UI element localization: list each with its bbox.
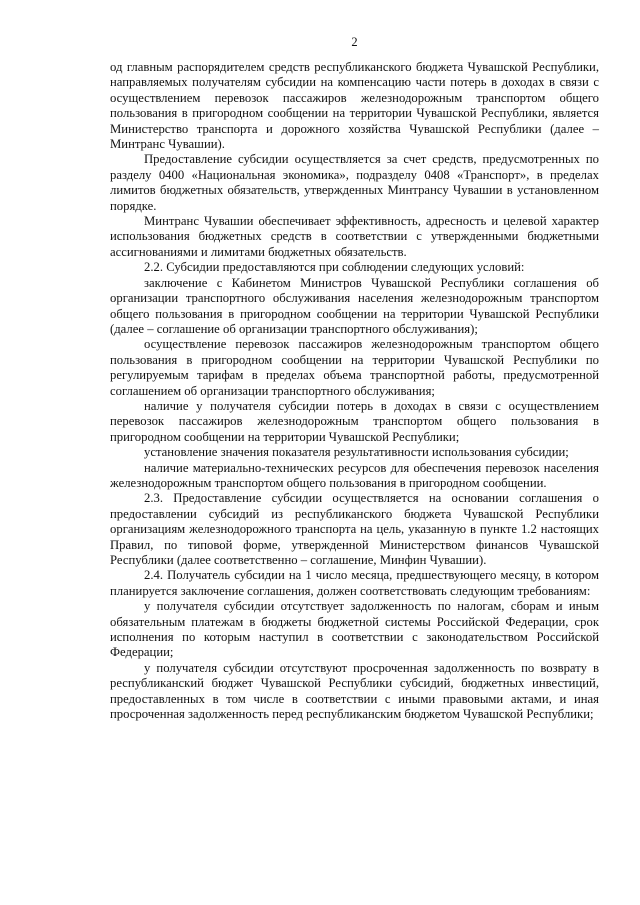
paragraph-continuation: од главным распорядителем средств республиканского бюджета Чувашской Республики, направляемых получателям субсидии на компенсацию части потерь в доходах в связи с осуществлением перевозок пассажиров железнодорожным транспортом общего пользования в пригородном сообщении на территории Чувашской Республики, является Министерство транспорта и дорожного хозяйства Чувашской Республики (далее – Минтранс Чувашии). bbox=[110, 60, 599, 152]
condition-resources: наличие материально-технических ресурсов для обеспечения перевозок населения железнодорожным транспортом общего пользования в пригородном сообщении. bbox=[110, 460, 599, 490]
clause-2-2-heading: 2.2. Субсидии предоставляются при соблюдении следующих условий: bbox=[144, 260, 525, 275]
requirement-no-tax-debt: у получателя субсидии отсутствует задолженность по налогам, сборам и иным обязательным платежам в бюджеты бюджетной системы Российской Федерации, срок исполнения по которым наступил в соответствии с законодательством Российской Федерации; bbox=[110, 599, 599, 660]
condition-transportation: осуществление перевозок пассажиров железнодорожным транспортом общего пользования в пригородном сообщении на территории Чувашской Республики по регулируемым тарифам в пределах объема транспортной работы, предусмотренной соглашением об организации транспортного обслуживания; bbox=[110, 337, 599, 398]
clause-2-4: 2.4. Получатель субсидии на 1 число месяца, предшествующего месяцу, в котором планируется заключение соглашения, должен соответствовать следующим требованиям: bbox=[110, 568, 599, 598]
paragraph-funding-source: Предоставление субсидии осуществляется за счет средств, предусмотренных по разделу 0400 «Национальная экономика», подразделу 0408 «Транспорт», в пределах лимитов бюджетных обязательств, утвержденных Минтрансу Чувашии в установленном порядке. bbox=[110, 152, 599, 213]
condition-income-losses: наличие у получателя субсидии потерь в доходах в связи с осуществлением перевозок пассажиров железнодорожным транспортом общего пользования в пригородном сообщении на территории Чувашской Республики; bbox=[110, 398, 599, 444]
paragraph-efficiency: Минтранс Чувашии обеспечивает эффективность, адресность и целевой характер использования бюджетных средств в соответствии с утвержденными бюджетными ассигнованиями и лимитами бюджетных обязательств. bbox=[110, 214, 599, 259]
requirement-no-overdue-debt: у получателя субсидии отсутствуют просроченная задолженность по возврату в республиканский бюджет Чувашской Республики субсидий, бюджетных инвестиций, предоставленных в том числе в соответствии с иными правовыми актами, и иная просроченная задолженность перед республиканским бюджетом Чувашской Республики; bbox=[110, 660, 599, 722]
page-number: 2 bbox=[351, 35, 358, 49]
condition-performance-indicator: установление значения показателя результативности использования субсидии; bbox=[144, 445, 569, 460]
clause-2-3: 2.3. Предоставление субсидии осуществляется на основании соглашения о предоставлении субсидий из республиканского бюджета Чувашской Республики организациям железнодорожного транспорта на цель, указанную в пункте 1.2 настоящих Правил, по типовой форме, утвержденной Министерством финансов Чувашской Республики (далее соответственно – соглашение, Минфин Чувашии). bbox=[110, 491, 599, 567]
condition-agreement: заключение с Кабинетом Министров Чувашской Республики соглашения об организации транспортного обслуживания населения железнодорожным транспортом общего пользования в пригородном сообщении на территории Чувашской Республики (далее – соглашение об организации транспортного обслуживания); bbox=[110, 275, 599, 336]
